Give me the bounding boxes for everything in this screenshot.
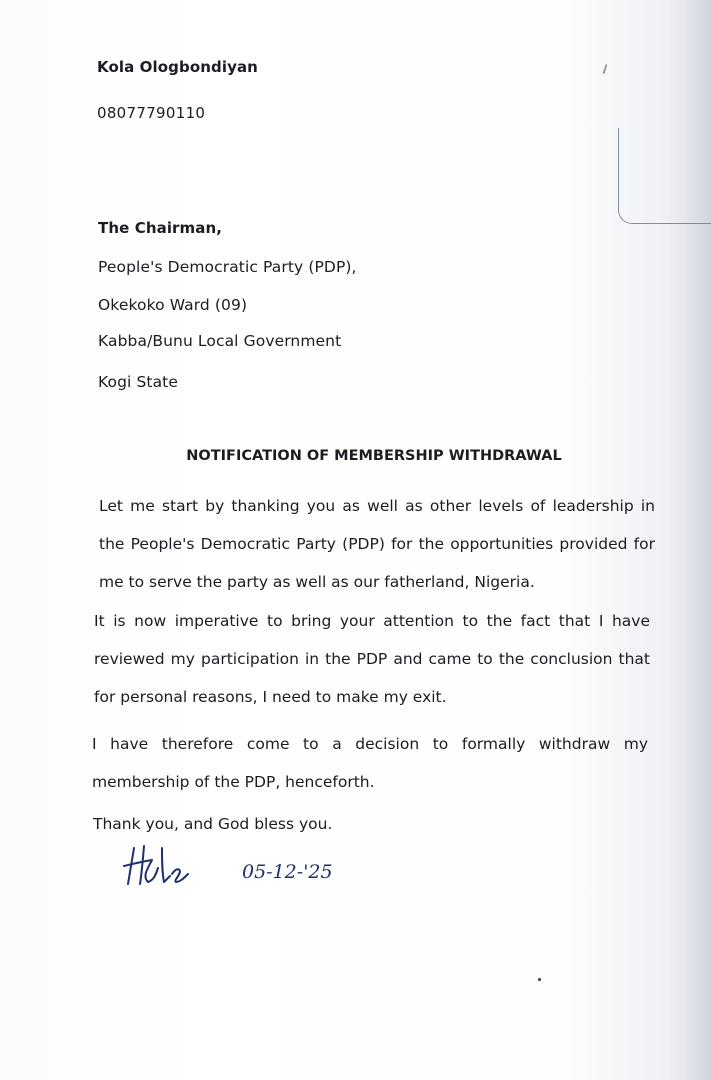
body-paragraph: I have therefore come to a decision to formally withdraw my membership of the PDP, henceforth. bbox=[92, 735, 648, 791]
signature-svg bbox=[118, 838, 358, 898]
sender-name: Kola Ologbondiyan bbox=[97, 58, 258, 76]
closing-line: Thank you, and God bless you. bbox=[93, 815, 333, 833]
recipient-address-line: Kabba/Bunu Local Government bbox=[98, 332, 342, 350]
recipient-salutation: The Chairman, bbox=[98, 219, 223, 237]
signature-strokes bbox=[124, 846, 188, 884]
paper-fold-crease bbox=[618, 128, 711, 224]
paper-speck bbox=[538, 978, 541, 981]
signature-date: 05-12-'25 bbox=[242, 861, 333, 883]
letter-subject: NOTIFICATION OF MEMBERSHIP WITHDRAWAL bbox=[186, 448, 562, 464]
body-paragraph: It is now imperative to bring your attention to the fact that I have reviewed my participation in the PDP and came to the conclusion that for personal reasons, I need to make my exit. bbox=[94, 612, 650, 706]
handwritten-signature bbox=[118, 838, 358, 898]
sender-phone: 08077790110 bbox=[97, 104, 206, 122]
recipient-address-line: Okekoko Ward (09) bbox=[98, 296, 248, 314]
recipient-address-line: People's Democratic Party (PDP), bbox=[98, 258, 357, 276]
paper-speck bbox=[602, 64, 607, 74]
recipient-address-line: Kogi State bbox=[98, 373, 178, 391]
body-paragraph: Let me start by thanking you as well as other levels of leadership in the People's Democratic Party (PDP) for the opportunities provided for me to serve the party as well as our fatherland, Nigeria. bbox=[99, 497, 655, 591]
